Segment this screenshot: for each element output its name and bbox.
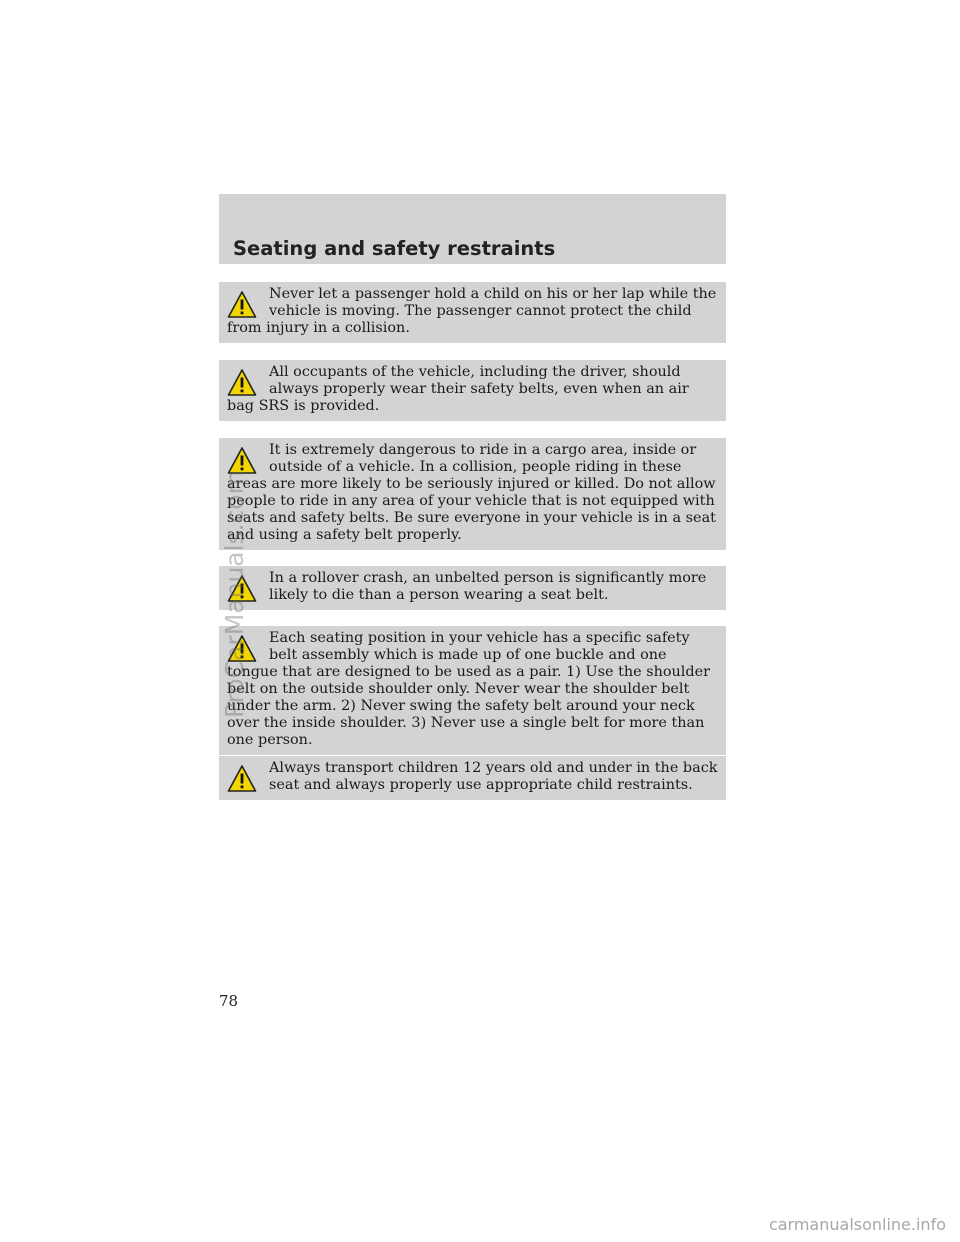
footer-watermark: carmanualsonline.info — [768, 1215, 946, 1234]
warning-box — [219, 566, 726, 610]
warning-box — [219, 626, 726, 755]
warning-triangle-icon — [227, 290, 257, 320]
warning-text: It is extremely dangerous to ride in a cargo area, inside or outside of a vehicle. In a collision, people riding in these areas are more likely to be seriously injured or killed. Do not allow people to ride in any area of your vehicle that is not equipped with seats and safety belts. Be sure everyone in your vehicle is in a seat and using a safety belt properly. — [227, 442, 716, 543]
section-header — [219, 194, 726, 264]
warning-triangle-icon — [227, 368, 257, 398]
warning-text: Never let a passenger hold a child on his or her lap while the vehicle is moving. The passenger cannot protect the child from injury in a collision. — [227, 286, 717, 336]
warning-text: In a rollover crash, an unbelted person is significantly more likely to die than a person wearing a seat belt. — [269, 570, 707, 603]
warning-box — [219, 756, 726, 800]
warning-box — [219, 282, 726, 343]
page-number: 78 — [219, 992, 239, 1010]
warning-box — [219, 360, 726, 421]
warning-triangle-icon — [227, 764, 257, 794]
section-title: Seating and safety restraints — [233, 237, 556, 260]
warning-text: Each seating position in your vehicle has a specific safety belt assembly which is made up of one buckle and one tongue that are designed to be used as a pair. 1) Use the shoulder belt on the outside shoulder only. Never wear the shoulder belt under the arm. 2) Never swing the safety belt around your neck over the inside shoulder. 3) Never use a single belt for more than one person. — [227, 630, 711, 748]
warning-box — [219, 438, 726, 550]
warning-text: All occupants of the vehicle, including the driver, should always properly wear their safety belts, even when an air bag SRS is provided. — [227, 364, 689, 414]
watermark: ProCarManuals.com — [220, 470, 249, 718]
warning-text: Always transport children 12 years old and under in the back seat and always properly use appropriate child restraints. — [269, 760, 718, 793]
